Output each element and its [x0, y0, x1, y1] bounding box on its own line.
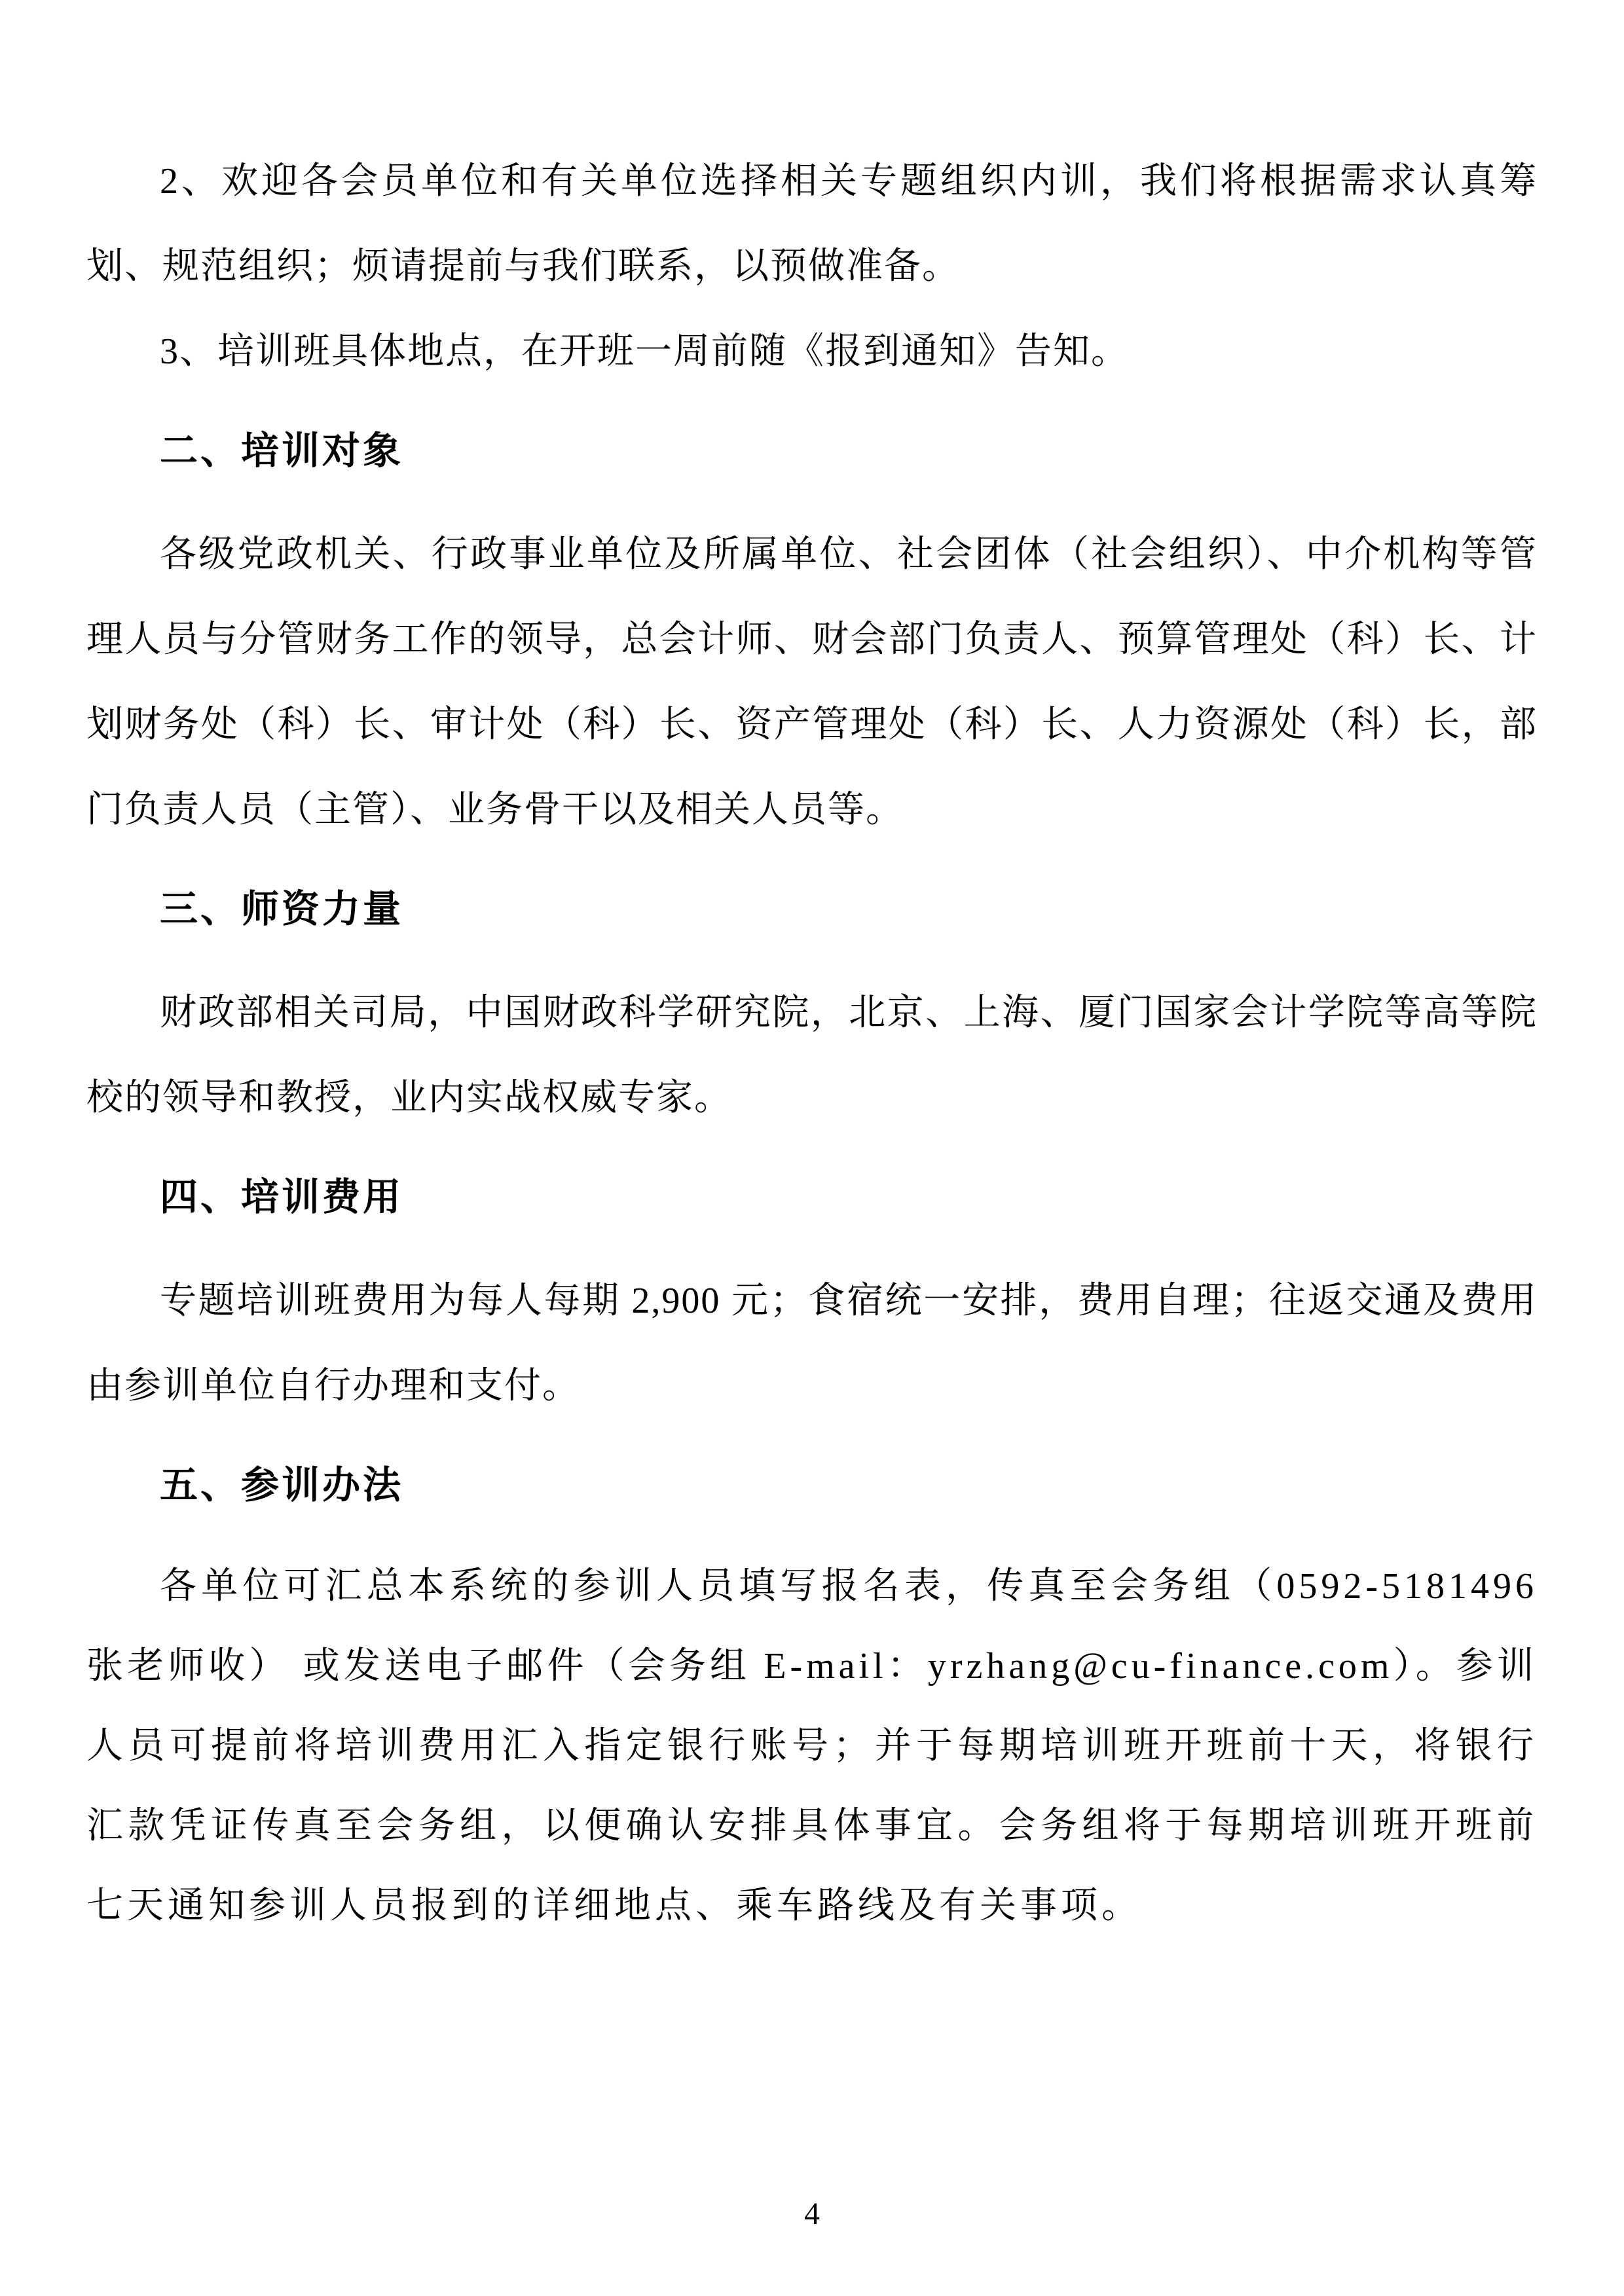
list-item-3: 3、培训班具体地点，在开班一周前随《报到通知》告知。: [160, 331, 1129, 372]
page-number: 4: [804, 2196, 820, 2231]
section-heading-training-fee: 四、培训费用: [160, 1176, 404, 1218]
paragraph-faculty: 财政部相关司局，中国财政科学研究院，北京、上海、厦门国家会计学院等高等院校的领导和教授，业内实战权威专家。: [86, 993, 1538, 1118]
section-heading-training-audience: 二、培训对象: [160, 429, 404, 472]
section-heading-registration-method: 五、参训办法: [160, 1464, 404, 1506]
section-heading-faculty: 三、师资力量: [160, 888, 404, 930]
paragraph-registration-method: 各单位可汇总本系统的参训人员填写报名表，传真至会务组（0592-5181496 张老师收） 或发送电子邮件（会务组 E-mail：yrzhang@cu-finance.com）。参训人员可提前将培训费用汇入指定银行账号；并于每期培训班开班前十天，将银行汇款凭证传真至会务组，以便确认安排具体事宜。会务组将于每期培训班开班前七天通知参训人员报到的详细地点、乘车路线及有关事项。: [86, 1566, 1538, 1926]
paragraph-training-audience: 各级党政机关、行政事业单位及所属单位、社会团体（社会组织）、中介机构等管理人员与分管财务工作的领导，总会计师、财会部门负责人、预算管理处（科）长、计划财务处（科）长、审计处（科）长、资产管理处（科）长、人力资源处（科）长，部门负责人员（主管）、业务骨干以及相关人员等。: [86, 534, 1538, 830]
list-item-2: 2、欢迎各会员单位和有关单位选择相关专题组织内训，我们将根据需求认真筹划、规范组织；烦请提前与我们联系，以预做准备。: [86, 161, 1538, 287]
paragraph-training-fee: 专题培训班费用为每人每期 2,900 元；食宿统一安排，费用自理；往返交通及费用由参训单位自行办理和支付。: [86, 1281, 1538, 1406]
